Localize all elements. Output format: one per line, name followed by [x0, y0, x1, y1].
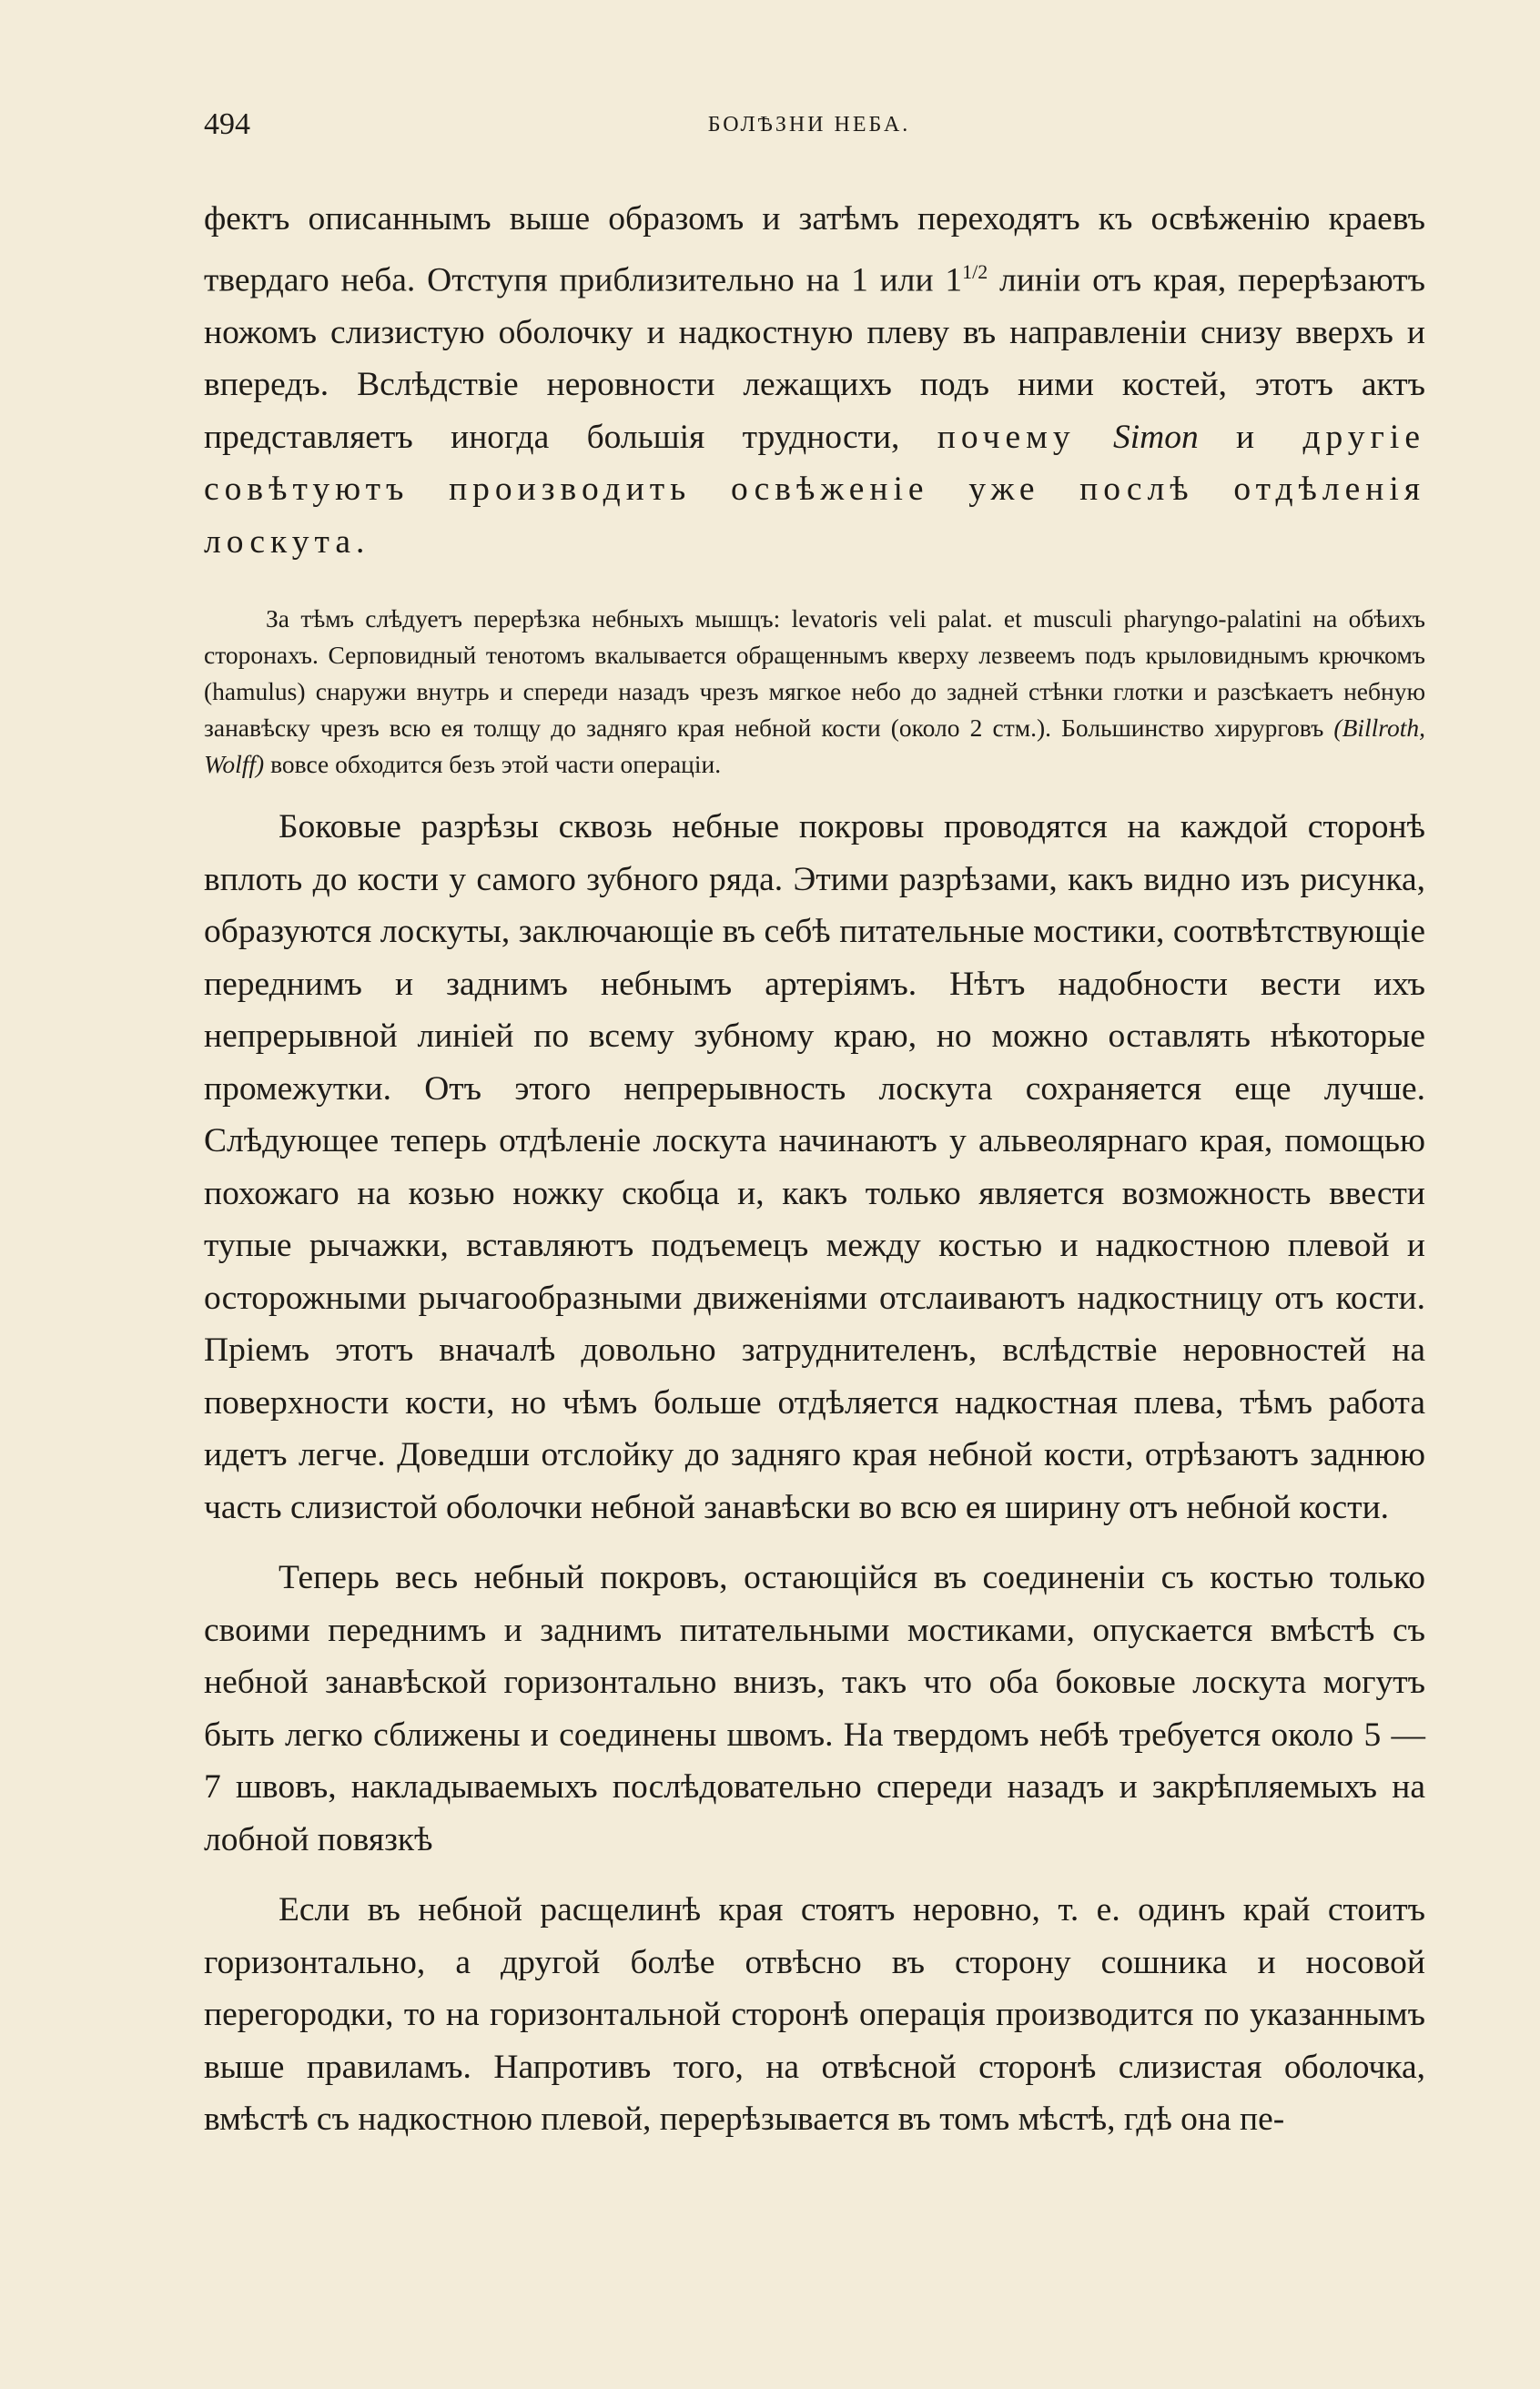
- paragraph-3: Теперь весь небный покровъ, остающійся въ соединеніи съ костью только своими переднимъ и заднимъ питательными мостиками, опускается вмѣстѣ съ небной занавѣской горизонтально внизъ, такъ что оба боковые лоскута могутъ быть легко сближены и соединены швомъ. На твердомъ небѣ требуется около 5 — 7 швовъ, накладываемыхъ послѣдовательно спереди назадъ и закрѣпляемыхъ на лобной повязкѣ: [204, 1559, 1425, 1858]
- paragraph-2: Боковые разрѣзы сквозь небные покровы проводятся на каждой сторонѣ вплоть до кости у самого зубного ряда. Этими разрѣзами, какъ видно изъ рисунка, образуются лоскуты, заключающіе въ себѣ питательные мостики, соотвѣтствующіе переднимъ и заднимъ небнымъ артеріямъ. Нѣтъ надобности вести ихъ непрерывной линіей по всему зубному краю, но можно оставлять нѣкоторые промежутки. Отъ этого непрерывность лоскута сохраняется еще лучше. Слѣдующее теперь отдѣленіе лоскута начинаютъ у альвеолярнаго края, помощью похожаго на козью ножку скобца и, какъ только является возможность ввести тупые рычажки, вставляютъ подъемецъ между костью и надкостною плевой и осторожными рычагообразными движеніями отслаиваютъ надкостницу отъ кости. Пріемъ этотъ вначалѣ довольно затруднителенъ, вслѣдствіе неровностей на поверхности кости, но чѣмъ больше отдѣляется надкостная плева, тѣмъ работа идетъ легче. Доведши отслойку до задняго края небной кости, отрѣзаютъ заднюю часть слизистой оболочки небной занавѣски во всю ея ширину отъ небной кости.: [204, 808, 1425, 1526]
- page-body: [204, 193, 1425, 2146]
- paragraph-4: Если въ небной расщелинѣ края стоятъ неровно, т. е. одинъ край стоитъ горизонтально, а другой болѣе отвѣсно въ сторону сошника и носовой перегородки, то на горизонтальной сторонѣ операція производится по указаннымъ выше правиламъ. Напротивъ того, на отвѣсной сторонѣ слизистая оболочка, вмѣстѣ съ надкостною плевой, перерѣзывается въ томъ мѣстѣ, гдѣ она пе-: [204, 1891, 1425, 2138]
- paragraph-1-part-e: и другіе совѣтуютъ производить освѣженіе уже послѣ отдѣленія лоскута.: [204, 418, 1425, 561]
- paragraph-1-part-b: линіи отъ края, перерѣзаютъ ножомъ слизистую оболочку и надкостную плеву въ направленіи снизу вверхъ и впередъ. Вслѣдствіе неровности лежащихъ подъ ними костей, этотъ актъ представляетъ иногда большія трудности,: [204, 261, 1425, 456]
- author-simon: Simon: [1112, 418, 1199, 456]
- page-number: 494: [204, 107, 250, 141]
- note-authors: (Billroth, Wolff): [204, 714, 1425, 778]
- paragraph-1: [204, 193, 1425, 568]
- fraction-half: 1/2: [962, 259, 988, 283]
- page-header: [204, 107, 1414, 162]
- paragraph-1-part-a: фектъ описаннымъ выше образомъ и затѣмъ переходятъ къ освѣженію краевъ твердаго неба. Отступя приблизительно на 1 или 1: [204, 200, 1425, 299]
- note-part-a: За тѣмъ слѣдуетъ перерѣзка небныхъ мышцъ: levatoris veli palat. et musculi pharyngo-palatini на обѣихъ сторонахъ. Серповидный тенотомъ вкалывается обращеннымъ кверху лезвеемъ подъ крыловиднымъ крючкомъ (hamulus) снаружи внутрь и спереди назадъ чрезъ мягкое небо до задней стѣнки глотки и разсѣкаетъ небную занавѣску чрезъ всю ея толщу до задняго края небной кости (около 2 стм.). Большинство хирурговъ: [204, 604, 1425, 742]
- note-part-b: вовсе обходится безъ этой части операціи.: [264, 750, 722, 778]
- small-print-note: [204, 601, 1425, 783]
- paragraph-1-part-d: [1199, 419, 1236, 456]
- running-title: БОЛѢЗНИ НЕБА.: [707, 113, 911, 137]
- paragraph-1-part-c: почему: [937, 418, 1076, 456]
